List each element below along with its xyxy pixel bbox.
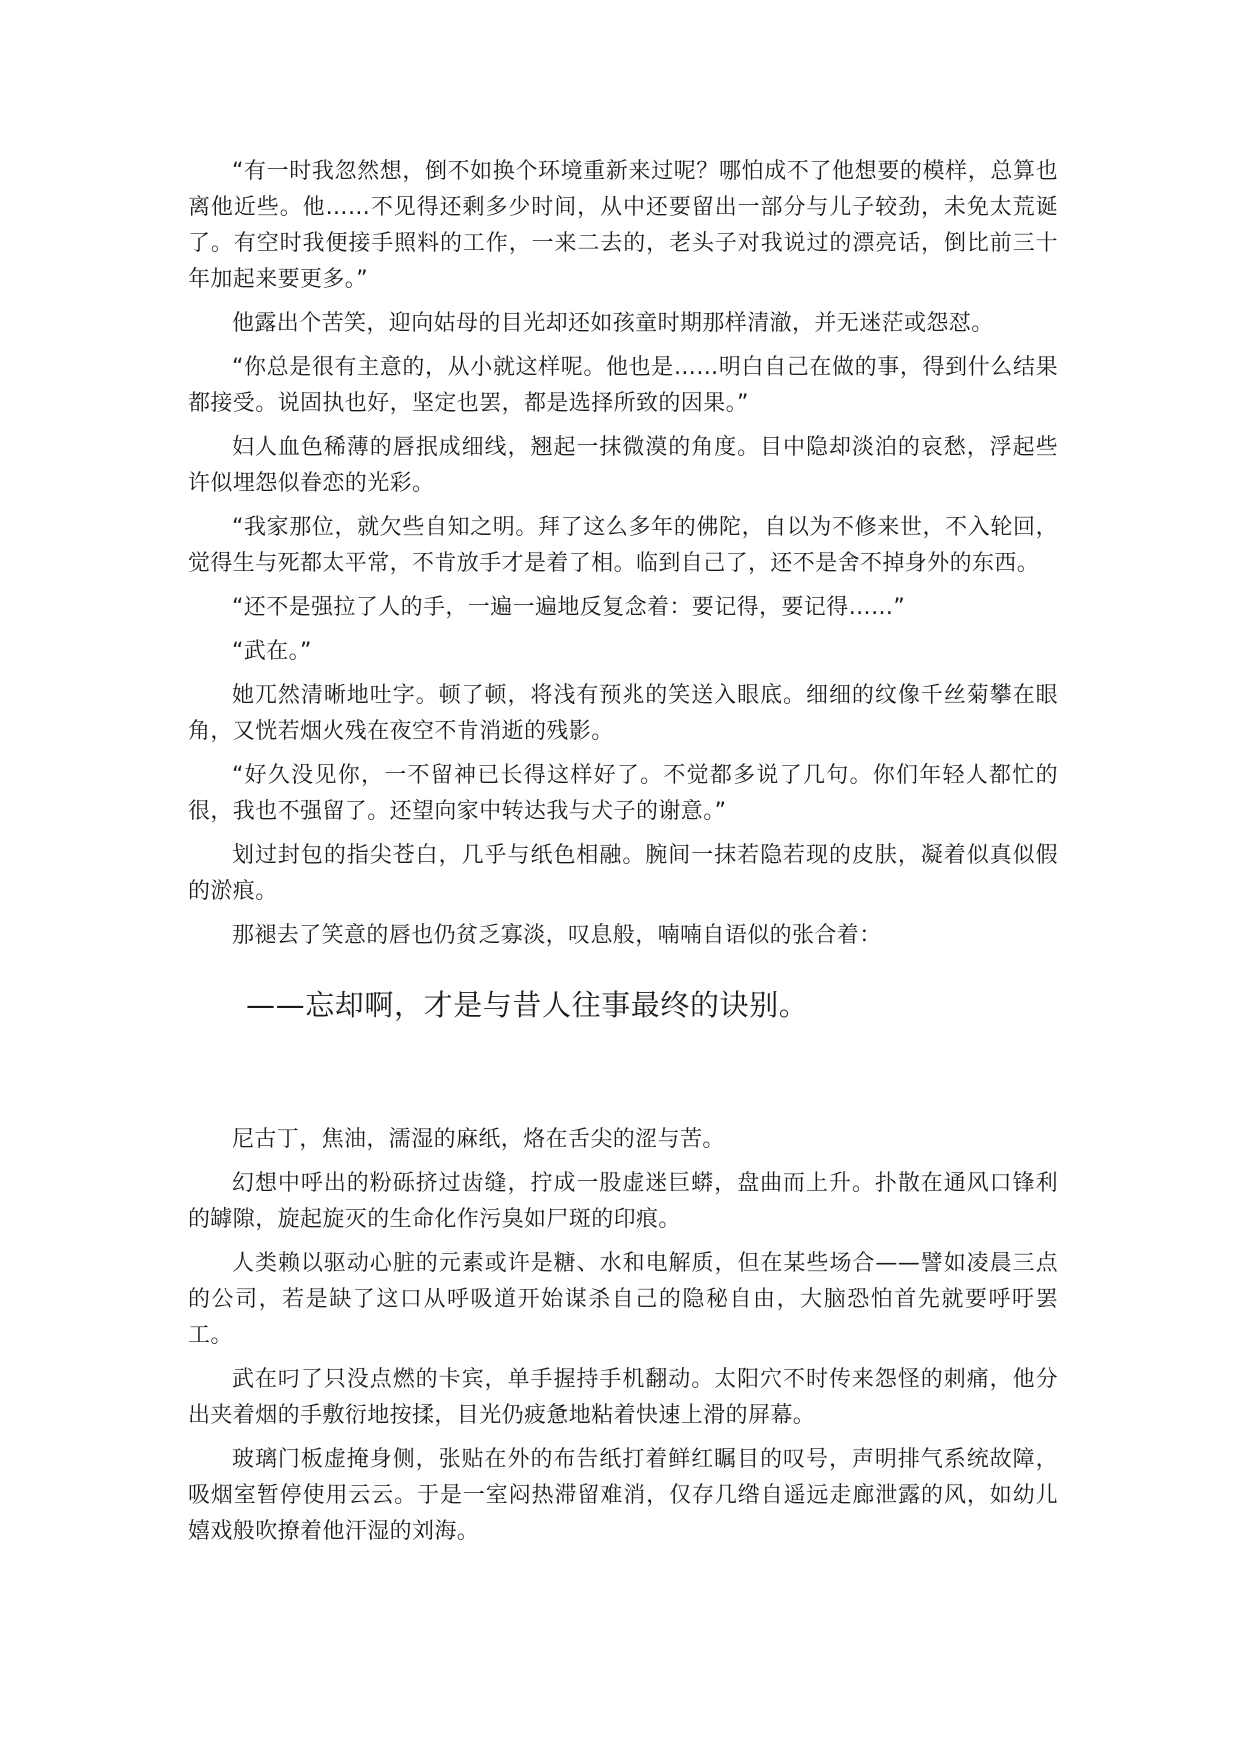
paragraph: 玻璃门板虚掩身侧，张贴在外的布告纸打着鲜红瞩目的叹号，声明排气系统故障，吸烟室暂停使用云云。于是一室闷热滞留难消，仅存几绺自遥远走廊泄露的风，如幼儿嬉戏般吹撩着他汗湿的刘海。 <box>188 1447 1058 1544</box>
paragraph: 他露出个苦笑，迎向姑母的目光却还如孩童时期那样清澈，并无迷茫或怨怼。 <box>232 311 994 336</box>
paragraph: “有一时我忽然想，倒不如换个环境重新来过呢？哪怕成不了他想要的模样，总算也离他近些。他……不见得还剩多少时间，从中还要留出一部分与儿子较劲，未免太荒诞了。有空时我便接手照料的工作，一来二去的，老头子对我说过的漂亮话，倒比前三十年加起来要更多。” <box>188 159 1058 292</box>
paragraph: 妇人血色稀薄的唇抿成细线，翘起一抹微漠的角度。目中隐却淡泊的哀愁，浮起些许似埋怨似眷恋的光彩。 <box>188 435 1058 496</box>
section-2 <box>188 1122 1058 1550</box>
paragraph: “还不是强拉了人的手，一遍一遍地反复念着：要记得，要记得……” <box>232 595 906 620</box>
paragraph: 尼古丁，焦油，濡湿的麻纸，烙在舌尖的涩与苦。 <box>232 1127 725 1152</box>
paragraph: 武在叼了只没点燃的卡宾，单手握持手机翻动。太阳穴不时传来怨怪的刺痛，他分出夹着烟的手敷衍地按揉，目光仍疲惫地粘着快速上滑的屏幕。 <box>188 1367 1058 1428</box>
text-column <box>188 154 1058 1558</box>
paragraph: 划过封包的指尖苍白，几乎与纸色相融。腕间一抹若隐若现的皮肤，凝着似真似假的淤痕。 <box>188 843 1058 904</box>
paragraph: 幻想中呼出的粉砾挤过齿缝，拧成一股虚迷巨蟒，盘曲而上升。扑散在通风口锋利的罅隙，旋起旋灭的生命化作污臭如尸斑的印痕。 <box>188 1171 1058 1232</box>
paragraph: “武在。” <box>232 639 312 664</box>
section-1 <box>188 154 1058 1026</box>
paragraph: “你总是很有主意的，从小就这样呢。他也是……明白自己在做的事，得到什么结果都接受。说固执也好，坚定也罢，都是选择所致的因果。” <box>188 355 1058 416</box>
paragraph: 人类赖以驱动心脏的元素或许是糖、水和电解质，但在某些场合——譬如凌晨三点的公司，若是缺了这口从呼吸道开始谋杀自己的隐秘自由，大脑恐怕首先就要呼吁罢工。 <box>188 1251 1058 1348</box>
paragraph: 她兀然清晰地吐字。顿了顿，将浅有预兆的笑送入眼底。细细的纹像千丝菊攀在眼角，又恍若烟火残在夜空不肯消逝的残影。 <box>188 683 1058 744</box>
closing-quote: ——忘却啊，才是与昔人往事最终的诀别。 <box>246 988 809 1022</box>
paragraph: “好久没见你，一不留神已长得这样好了。不觉都多说了几句。你们年轻人都忙的很，我也不强留了。还望向家中转达我与犬子的谢意。” <box>188 763 1058 824</box>
section-divider <box>188 1026 1058 1122</box>
paragraph: “我家那位，就欠些自知之明。拜了这么多年的佛陀，自以为不修来世，不入轮回，觉得生与死都太平常，不肯放手才是着了相。临到自己了，还不是舍不掉身外的东西。 <box>188 515 1058 576</box>
paragraph: 那褪去了笑意的唇也仍贫乏寡淡，叹息般，喃喃自语似的张合着： <box>232 923 882 948</box>
